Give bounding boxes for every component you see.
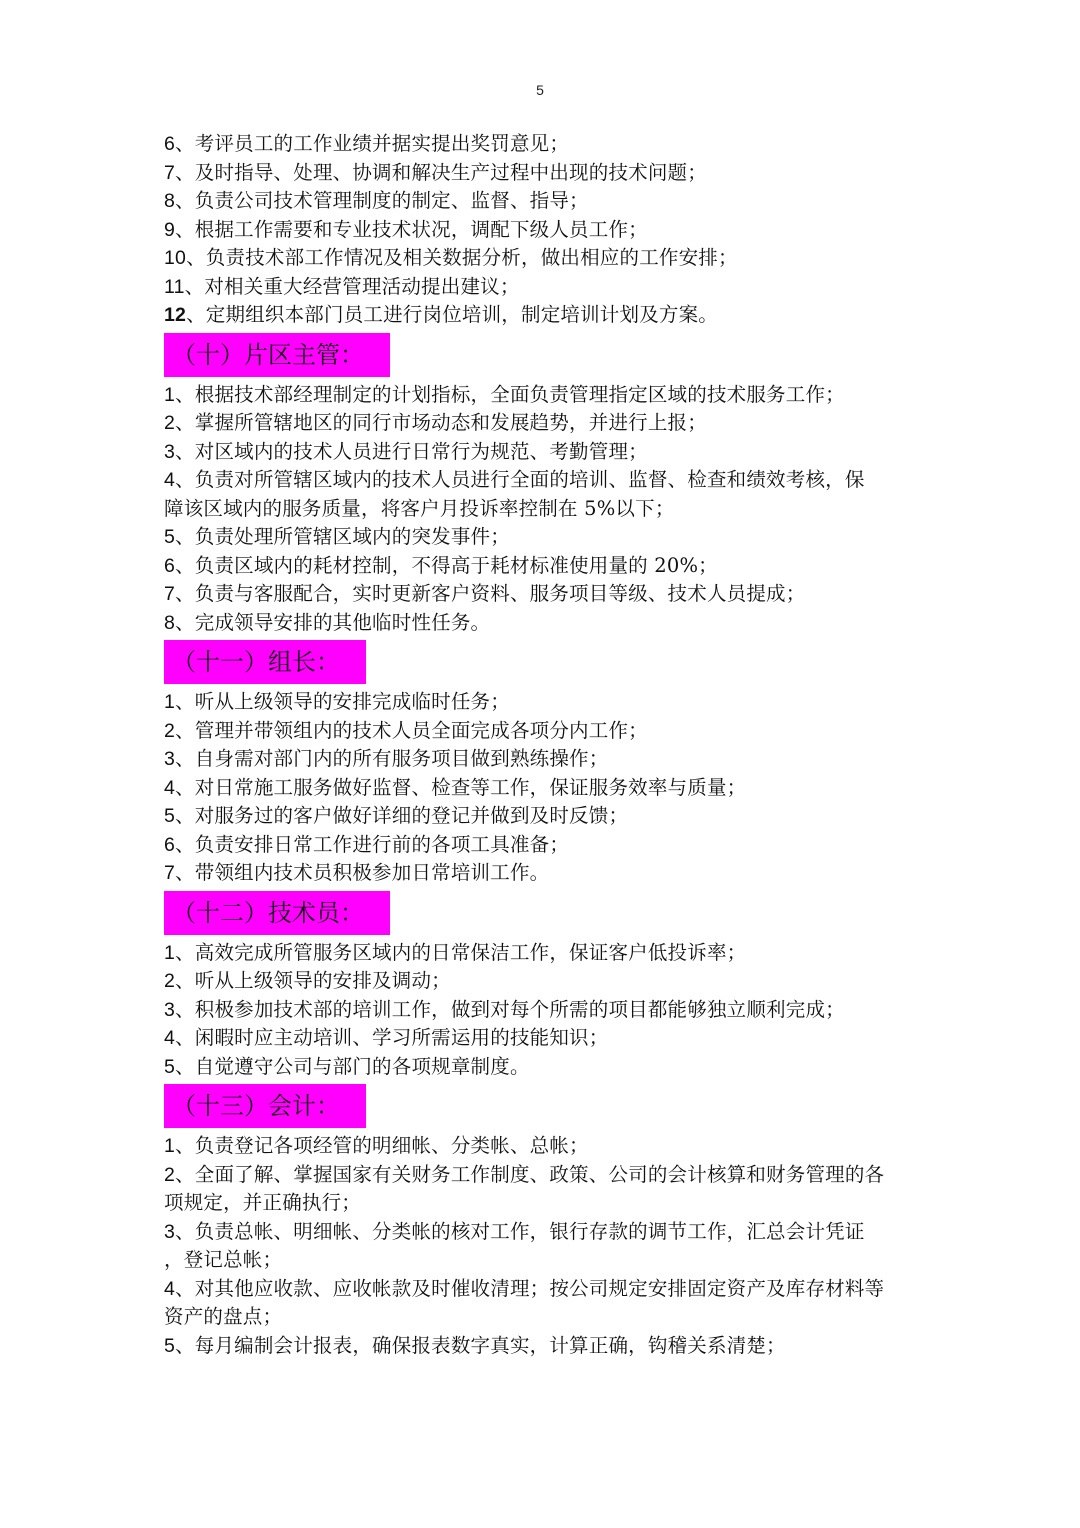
list-item — [164, 381, 924, 410]
list-item — [164, 187, 924, 216]
item-text: 、闲暇时应主动培训、学习所需运用的技能知识； — [175, 1026, 609, 1049]
item-number: 7 — [164, 862, 176, 884]
list-item — [164, 859, 924, 888]
item-text: 、及时指导、处理、协调和解决生产过程中出现的技术问题； — [175, 160, 707, 184]
item-text: 、听从上级领导的安排及调动； — [175, 969, 451, 992]
item-text: 、负责对所管辖区域内的技术人员进行全面的培训、监督、检查和绩效考核，保 — [175, 468, 865, 491]
item-text: 、自身需对部门内的所有服务项目做到熟练操作； — [175, 747, 609, 770]
item-text: 、自觉遵守公司与部门的各项规章制度。 — [175, 1054, 530, 1078]
list-item — [164, 1053, 924, 1082]
item-text: 、负责公司技术管理制度的制定、监督、指导； — [175, 189, 589, 212]
item-text: 、负责安排日常工作进行前的各项工具准备； — [175, 832, 570, 856]
item-number: 3 — [164, 998, 176, 1021]
list-item — [164, 552, 924, 581]
section — [164, 637, 924, 888]
list-item — [164, 216, 924, 245]
item-number: 7 — [164, 583, 176, 605]
item-number: 12 — [164, 304, 187, 326]
list-item — [164, 745, 924, 774]
item-number: 4 — [164, 776, 176, 799]
sections — [164, 330, 924, 1361]
list-item — [164, 802, 924, 831]
item-number: 1 — [164, 691, 176, 713]
item-text: 、高效完成所管服务区域内的日常保洁工作，保证客户低投诉率； — [175, 940, 747, 964]
list-item — [164, 1132, 924, 1161]
item-number: 6 — [164, 133, 176, 155]
item-number: 6 — [164, 833, 176, 856]
item-number: 4 — [164, 1027, 176, 1049]
item-text: 、带领组内技术员积极参加日常培训工作。 — [175, 861, 550, 884]
item-number: 2 — [164, 719, 176, 742]
list-item — [164, 774, 924, 803]
list-item — [164, 1218, 924, 1275]
item-text-continued: 项规定，并正确执行； — [164, 1191, 362, 1214]
section-heading: （十）片区主管： — [164, 333, 390, 377]
item-number: 5 — [164, 1334, 176, 1357]
item-number: 5 — [164, 805, 176, 827]
item-text: 、根据技术部经理制定的计划指标，全面负责管理指定区域的技术服务工作； — [175, 382, 845, 406]
item-text: 、管理并带领组内的技术人员全面完成各项分内工作； — [175, 718, 648, 742]
list-item — [164, 130, 924, 159]
list-item — [164, 939, 924, 968]
item-number: 10 — [164, 247, 187, 269]
item-number: 2 — [164, 1163, 176, 1186]
item-number: 7 — [164, 161, 176, 184]
item-number: 8 — [164, 611, 176, 634]
item-text: 、定期组织本部门员工进行岗位培训，制定培训计划及方案。 — [186, 303, 718, 326]
section — [164, 888, 924, 1082]
section-heading: （十一）组长： — [164, 640, 366, 684]
item-text: 、负责区域内的耗材控制，不得高于耗材标准使用量的 20%； — [175, 553, 718, 577]
list-item — [164, 1332, 924, 1361]
section-heading: （十三）会计： — [164, 1084, 366, 1128]
list-item — [164, 466, 924, 523]
list-item — [164, 580, 924, 609]
list-item — [164, 244, 924, 273]
page-number: 5 — [536, 82, 544, 98]
item-text: 、根据工作需要和专业技术状况，调配下级人员工作； — [175, 217, 648, 241]
item-text: 、对区域内的技术人员进行日常行为规范、考勤管理； — [175, 439, 648, 463]
list-item — [164, 717, 924, 746]
section-heading: （十二）技术员： — [164, 891, 390, 935]
item-text: 、负责登记各项经管的明细帐、分类帐、总帐； — [175, 1134, 589, 1157]
item-number: 11 — [164, 275, 185, 298]
document-body — [164, 130, 924, 1360]
item-number: 5 — [164, 526, 176, 548]
item-text: 、负责技术部工作情况及相关数据分析，做出相应的工作安排； — [186, 246, 738, 269]
item-text: 、对日常施工服务做好监督、检查等工作，保证服务效率与质量； — [175, 775, 747, 799]
list-item — [164, 438, 924, 467]
list-item — [164, 609, 924, 638]
item-text: 、负责与客服配合，实时更新客户资料、服务项目等级、技术人员提成； — [175, 582, 806, 605]
item-number: 9 — [164, 218, 176, 241]
item-number: 3 — [164, 748, 176, 770]
list-item — [164, 967, 924, 996]
list-item — [164, 159, 924, 188]
list-item — [164, 996, 924, 1025]
item-number: 5 — [164, 1055, 176, 1078]
item-text: 、考评员工的工作业绩并据实提出奖罚意见； — [175, 132, 570, 155]
section — [164, 330, 924, 638]
item-text: 、对相关重大经营管理活动提出建议； — [184, 274, 520, 298]
item-text: 、听从上级领导的安排完成临时任务； — [175, 690, 510, 713]
item-text: 、积极参加技术部的培训工作，做到对每个所需的项目都能够独立顺利完成； — [175, 997, 845, 1021]
item-number: 4 — [164, 1277, 176, 1300]
item-text: 、每月编制会计报表，确保报表数字真实，计算正确，钩稽关系清楚； — [175, 1333, 786, 1357]
item-text: 、掌握所管辖地区的同行市场动态和发展趋势，并进行上报； — [175, 411, 707, 434]
item-number: 4 — [164, 469, 176, 491]
section — [164, 1081, 924, 1360]
list-item — [164, 1161, 924, 1218]
item-text: 、完成领导安排的其他临时性任务。 — [175, 610, 491, 634]
item-number: 6 — [164, 554, 176, 577]
item-number: 8 — [164, 190, 176, 212]
item-text: 、负责总帐、明细帐、分类帐的核对工作，银行存款的调节工作，汇总会计凭证 — [175, 1219, 865, 1243]
list-item — [164, 409, 924, 438]
item-number: 2 — [164, 970, 176, 992]
list-item — [164, 523, 924, 552]
item-text-continued: 障该区域内的服务质量，将客户月投诉率控制在 5%以下； — [164, 496, 675, 520]
item-text: 、对其他应收款、应收帐款及时催收清理；按公司规定安排固定资产及库存材料等 — [175, 1276, 885, 1300]
item-number: 1 — [164, 1135, 176, 1157]
item-text: 、对服务过的客户做好详细的登记并做到及时反馈； — [175, 804, 629, 827]
item-number: 3 — [164, 1220, 176, 1243]
item-text-continued: 资产的盘点； — [164, 1305, 283, 1328]
list-item — [164, 831, 924, 860]
item-number: 1 — [164, 383, 176, 406]
list-item — [164, 301, 924, 330]
intro-list — [164, 130, 924, 330]
list-item — [164, 1275, 924, 1332]
list-item — [164, 1024, 924, 1053]
item-text-continued: ，登记总帐； — [164, 1248, 283, 1271]
item-number: 1 — [164, 941, 176, 964]
item-text: 、全面了解、掌握国家有关财务工作制度、政策、公司的会计核算和财务管理的各 — [175, 1162, 885, 1186]
item-number: 3 — [164, 440, 176, 463]
item-text: 、负责处理所管辖区域内的突发事件； — [175, 525, 510, 548]
item-number: 2 — [164, 412, 176, 434]
list-item — [164, 273, 924, 302]
list-item — [164, 688, 924, 717]
